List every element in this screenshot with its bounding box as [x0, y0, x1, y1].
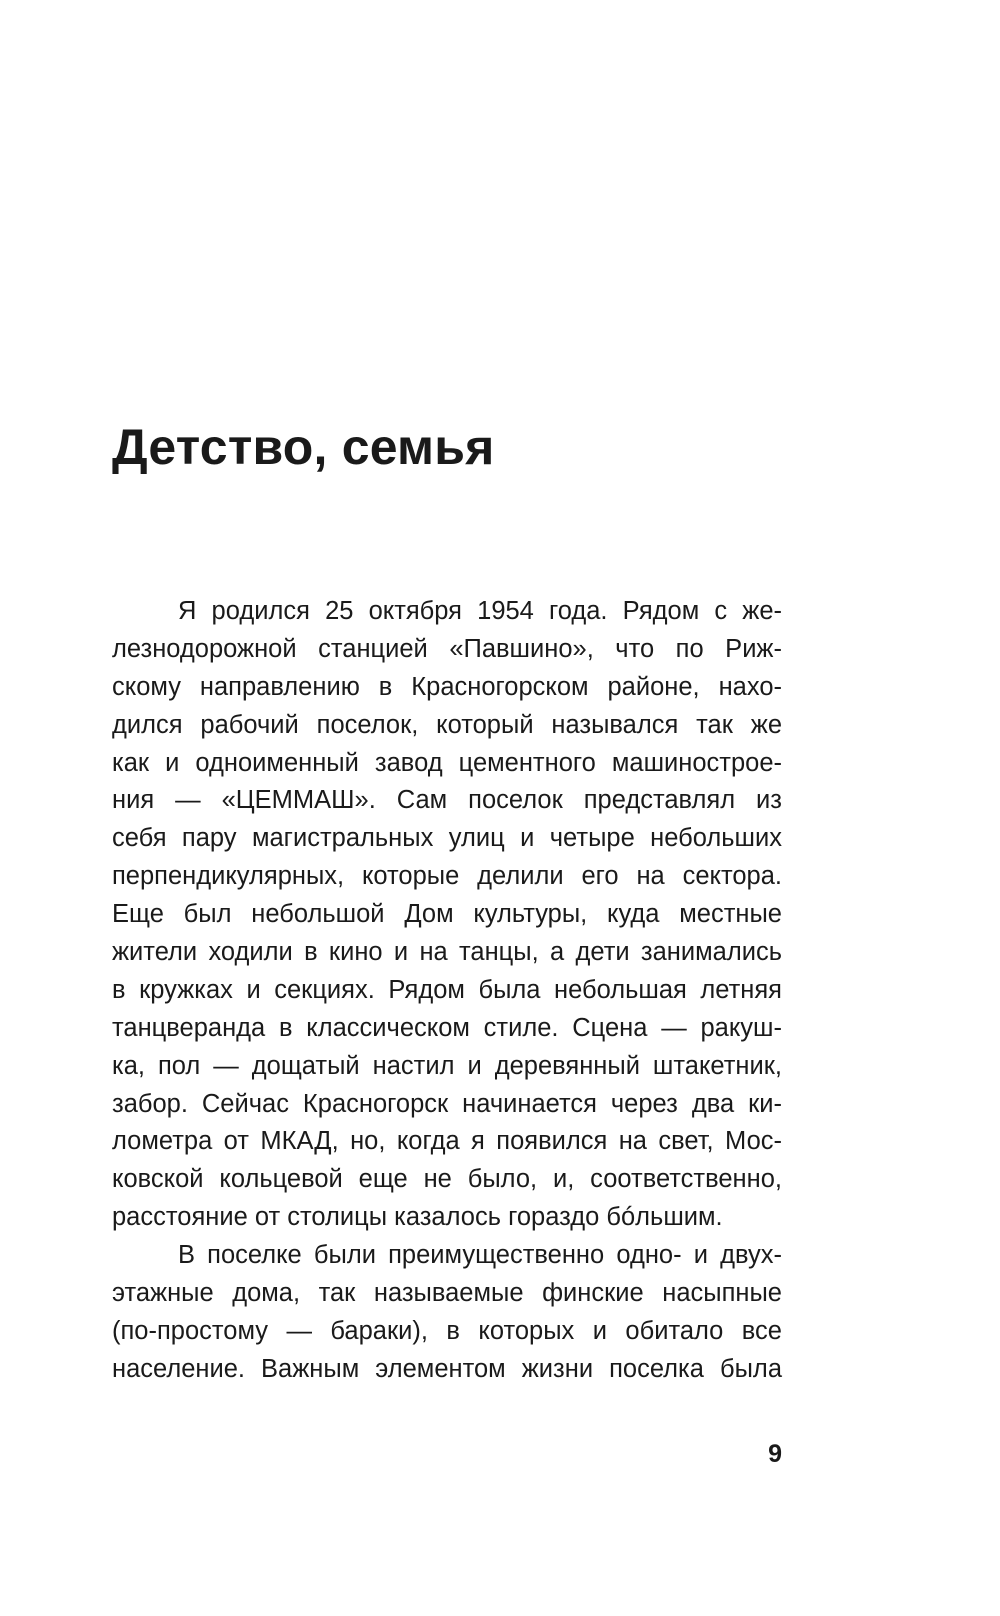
text-line: лезнодорожной станцией «Павшино», что по Риж- — [112, 634, 782, 663]
paragraph-1 — [112, 593, 782, 1237]
text-line: ка, пол — дощатый настил и деревянный штакетник, — [112, 1051, 782, 1080]
body-text — [112, 593, 782, 1389]
text-line: Я родился 25 октября 1954 года. Рядом с же- — [178, 597, 782, 625]
text-line: в кружках и секциях. Рядом была небольшая летняя — [112, 975, 782, 1004]
text-line: перпендикулярных, которые делили его на сектора. — [112, 862, 782, 891]
text-line: расстояние от столицы казалось гораздо бóльшим. — [112, 1203, 723, 1232]
text-line: как и одноименный завод цементного машинострое- — [112, 748, 782, 777]
paragraph-2 — [112, 1237, 782, 1389]
text-line: население. Важным элементом жизни поселка была — [112, 1354, 782, 1383]
text-line: жители ходили в кино и на танцы, а дети занимались — [112, 938, 782, 967]
text-line: ния — «ЦЕММАШ». Сам поселок представлял из — [112, 786, 782, 815]
text-line: Еще был небольшой Дом культуры, куда местные — [112, 900, 782, 929]
text-line: В поселке были преимущественно одно- и двух- — [178, 1241, 782, 1270]
text-line: скому направлению в Красногорском районе, нахо- — [112, 672, 782, 701]
text-line: дился рабочий поселок, который назывался так же — [112, 710, 782, 739]
text-line: лометра от МКАД, но, когда я появился на свет, Мос- — [112, 1127, 782, 1156]
text-line: танцверанда в классическом стиле. Сцена — ракуш- — [112, 1013, 782, 1042]
text-line: забор. Сейчас Красногорск начинается через два ки- — [112, 1089, 782, 1118]
chapter-title: Детство, семья — [112, 419, 495, 475]
text-line: ковской кольцевой еще не было, и, соответственно, — [112, 1165, 782, 1194]
text-line: этажные дома, так называемые финские насыпные — [112, 1279, 782, 1308]
text-line: себя пару магистральных улиц и четыре небольших — [112, 824, 782, 853]
text-line: (по-простому — бараки), в которых и обитало все — [112, 1316, 782, 1345]
page-number: 9 — [768, 1440, 782, 1468]
